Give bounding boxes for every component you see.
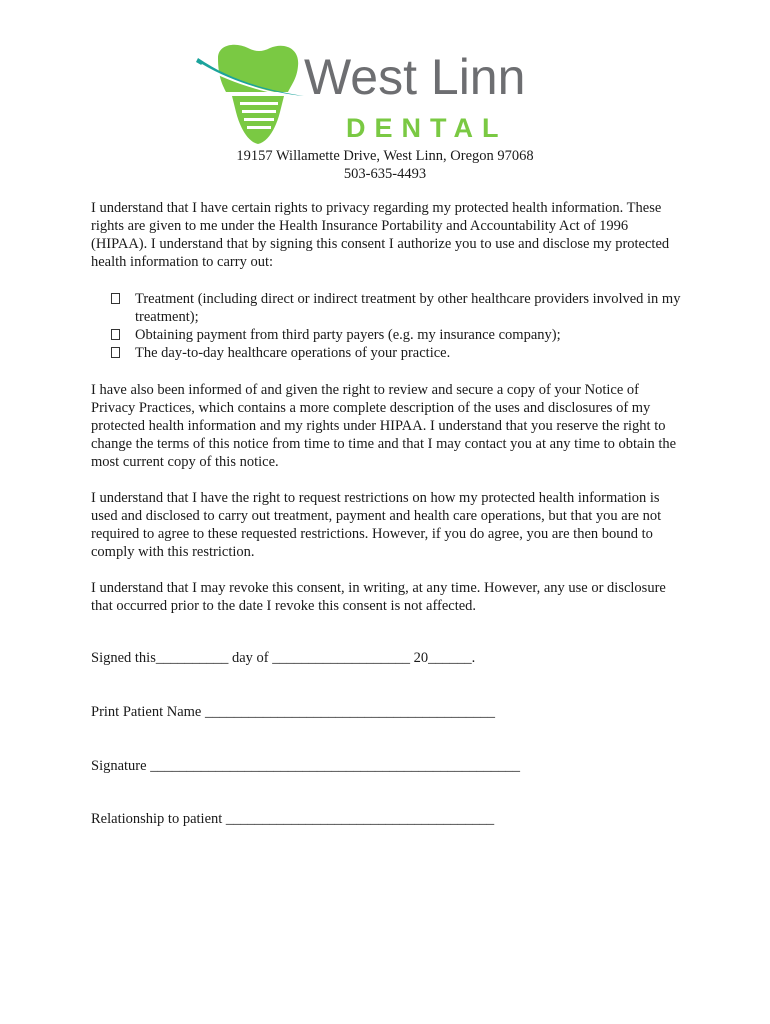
authorization-list: [111, 290, 681, 362]
brand-subtitle: DENTAL: [346, 113, 508, 143]
west-linn-dental-logo: [196, 40, 586, 146]
notice-text: I have also been informed of and given the right to review and secure a copy of your Notice of Privacy Practices, which contains a more complete description of the uses and disclosures of my protected health information and my rights under HIPAA. I understand that you reserve the right to change the terms of this notice from time to time and that I may contact you at any time to obtain the most current copy of this notice.: [91, 382, 677, 470]
list-item: Obtaining payment from third party payers (e.g. my insurance company);: [111, 326, 681, 344]
bullet-box-icon: [111, 329, 120, 340]
revoke-paragraph: [91, 579, 681, 615]
intro-paragraph: [91, 199, 681, 271]
relationship-field[interactable]: Relationship to patient _____________________________________: [91, 811, 495, 827]
intro-text: I understand that I have certain rights to privacy regarding my protected health information. These rights are given to me under the Health Insurance Portability and Accountability Act of 1996 (HIPAA). I understand that by signing this consent I authorize you to use and disclose my protected health information to carry out:: [91, 200, 670, 270]
restrictions-text: I understand that I have the right to request restrictions on how my protected health information is used and disclosed to carry out treatment, payment and health care operations, but that you are not required to agree to these requested restrictions. However, if you do agree, you are then bound to comply with this restriction.: [91, 490, 662, 560]
street-address: 19157 Willamette Drive, West Linn, Oregon 97068: [236, 148, 534, 164]
signature-field[interactable]: Signature ___________________________________________________: [91, 758, 520, 774]
brand-name: West Linn: [304, 49, 526, 105]
list-item: The day-to-day healthcare operations of your practice.: [111, 344, 681, 362]
list-item: Treatment (including direct or indirect treatment by other healthcare providers involved in my treatment);: [111, 290, 681, 326]
bullet-box-icon: [111, 293, 120, 304]
restrictions-paragraph: [91, 489, 681, 561]
notice-paragraph: [91, 381, 681, 471]
print-patient-name-field[interactable]: Print Patient Name ________________________________________: [91, 704, 495, 720]
practice-address-block: [0, 147, 770, 183]
tooth-icon: [196, 40, 586, 146]
revoke-text: I understand that I may revoke this consent, in writing, at any time. However, any use or disclosure that occurred prior to the date I revoke this consent is not affected.: [91, 580, 666, 614]
bullet-box-icon: [111, 347, 120, 358]
signed-date-field[interactable]: Signed this__________ day of ___________________ 20______.: [91, 650, 476, 666]
phone-number: 503-635-4493: [343, 166, 427, 182]
